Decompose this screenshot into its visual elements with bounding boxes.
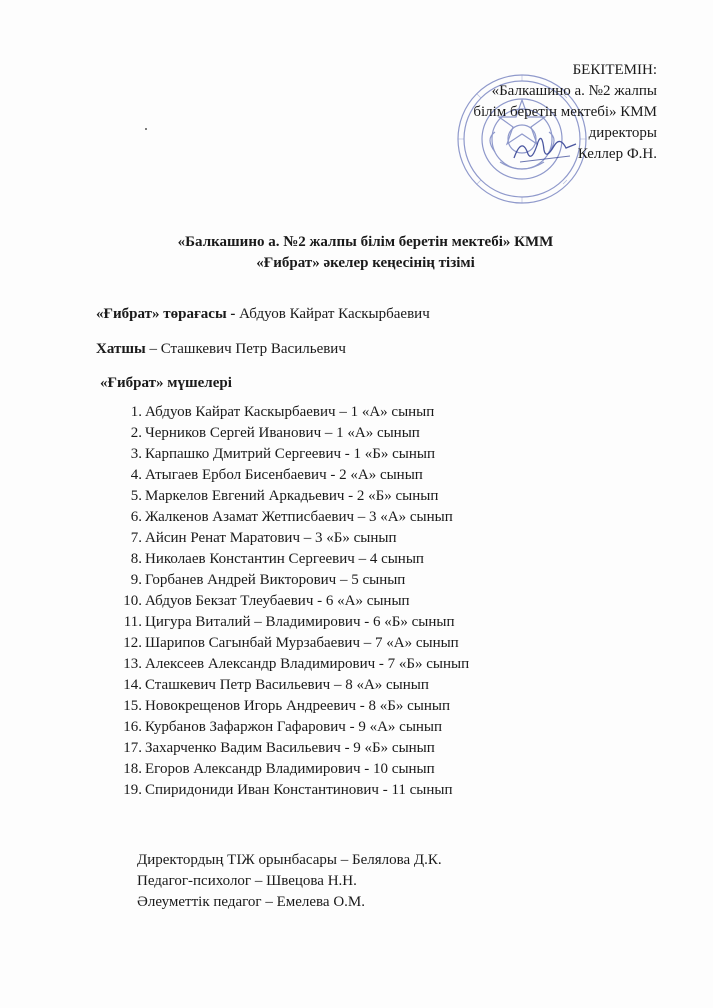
- list-item: 17. Захарченко Вадим Васильевич - 9 «Б» сынып: [123, 740, 435, 756]
- chair-label: «Ғибрат» төрағасы -: [96, 306, 236, 322]
- list-item: 18.Егоров Александр Владимирович - 10 сынып: [123, 761, 435, 777]
- approval-school-line1: «Балкашино а. №2 жалпы: [491, 83, 657, 99]
- list-item: 1. Абдуов Кайрат Каскырбаевич – 1 «А» сынып: [130, 404, 435, 420]
- approval-director-name: Келлер Ф.Н.: [577, 146, 657, 162]
- officials-block: [137, 850, 442, 913]
- members-heading: «Ғибрат» мүшелері: [100, 375, 232, 391]
- title-line-council: «Ғибрат» әкелер кеңесінің тізімі: [256, 255, 475, 271]
- list-item: 3. Карпашко Дмитрий Сергеевич - 1 «Б» сынып: [130, 446, 436, 462]
- list-item: 6. Жалкенов Азамат Жетписбаевич – 3 «А» сынып: [130, 509, 453, 525]
- social-pedagogue: Әлеуметтік педагог – Емелева О.М.: [137, 894, 365, 910]
- secretary-name: – Сташкевич Петр Васильевич: [145, 341, 346, 357]
- council-chair: [96, 304, 430, 324]
- approval-block: [473, 60, 657, 165]
- approval-heading: БЕКІТЕМІН:: [572, 62, 657, 78]
- approval-position: директоры: [588, 125, 657, 141]
- council-secretary: [96, 339, 346, 359]
- list-item: 13. Алексеев Александр Владимирович - 7 «Б» сынып: [123, 656, 470, 672]
- list-item: 14. Сташкевич Петр Васильевич – 8 «А» сынып: [123, 677, 429, 693]
- list-item: 8. Николаев Константин Сергеевич – 4 сынып: [130, 551, 424, 567]
- document-title: [0, 232, 713, 274]
- list-item: 4. Атыгаев Ербол Бисенбаевич - 2 «А» сынып: [130, 467, 423, 483]
- list-item: 19. Спиридониди Иван Константинович - 11 сынып: [123, 782, 453, 798]
- list-item: 9. Горбанев Андрей Викторович – 5 сынып: [130, 572, 406, 588]
- approval-school-line2: білім беретін мектебі» КММ: [473, 104, 657, 120]
- list-item: 2. Черников Сергей Иванович – 1 «А» сынып: [130, 425, 420, 441]
- psychologist: Педагог-психолог – Швецова Н.Н.: [137, 873, 357, 889]
- member-list: [112, 402, 469, 801]
- scan-speck: [145, 128, 147, 130]
- list-item: 16. Курбанов Зафаржон Гафарович - 9 «А» сынып: [123, 719, 443, 735]
- list-item: 5. Маркелов Евгений Аркадьевич - 2 «Б» сынып: [130, 488, 439, 504]
- chair-name: Абдуов Кайрат Каскырбаевич: [235, 306, 430, 322]
- list-item: 15. Новокрещенов Игорь Андреевич - 8 «Б» сынып: [123, 698, 450, 714]
- list-item: 12. Шарипов Сагынбай Мурзабаевич – 7 «А» сынып: [123, 635, 459, 651]
- title-line-school: «Балкашино а. №2 жалпы білім беретін мектебі» КММ: [177, 234, 554, 250]
- list-item: 7. Айсин Ренат Маратович – 3 «Б» сынып: [130, 530, 397, 546]
- deputy-director: Директордың ТІЖ орынбасары – Белялова Д.К.: [137, 852, 442, 868]
- list-item: 10. Абдуов Бекзат Тлеубаевич - 6 «А» сынып: [123, 593, 410, 609]
- secretary-label: Хатшы: [96, 341, 146, 357]
- list-item: 11. Цигура Виталий – Владимирович - 6 «Б» сынып: [123, 614, 455, 630]
